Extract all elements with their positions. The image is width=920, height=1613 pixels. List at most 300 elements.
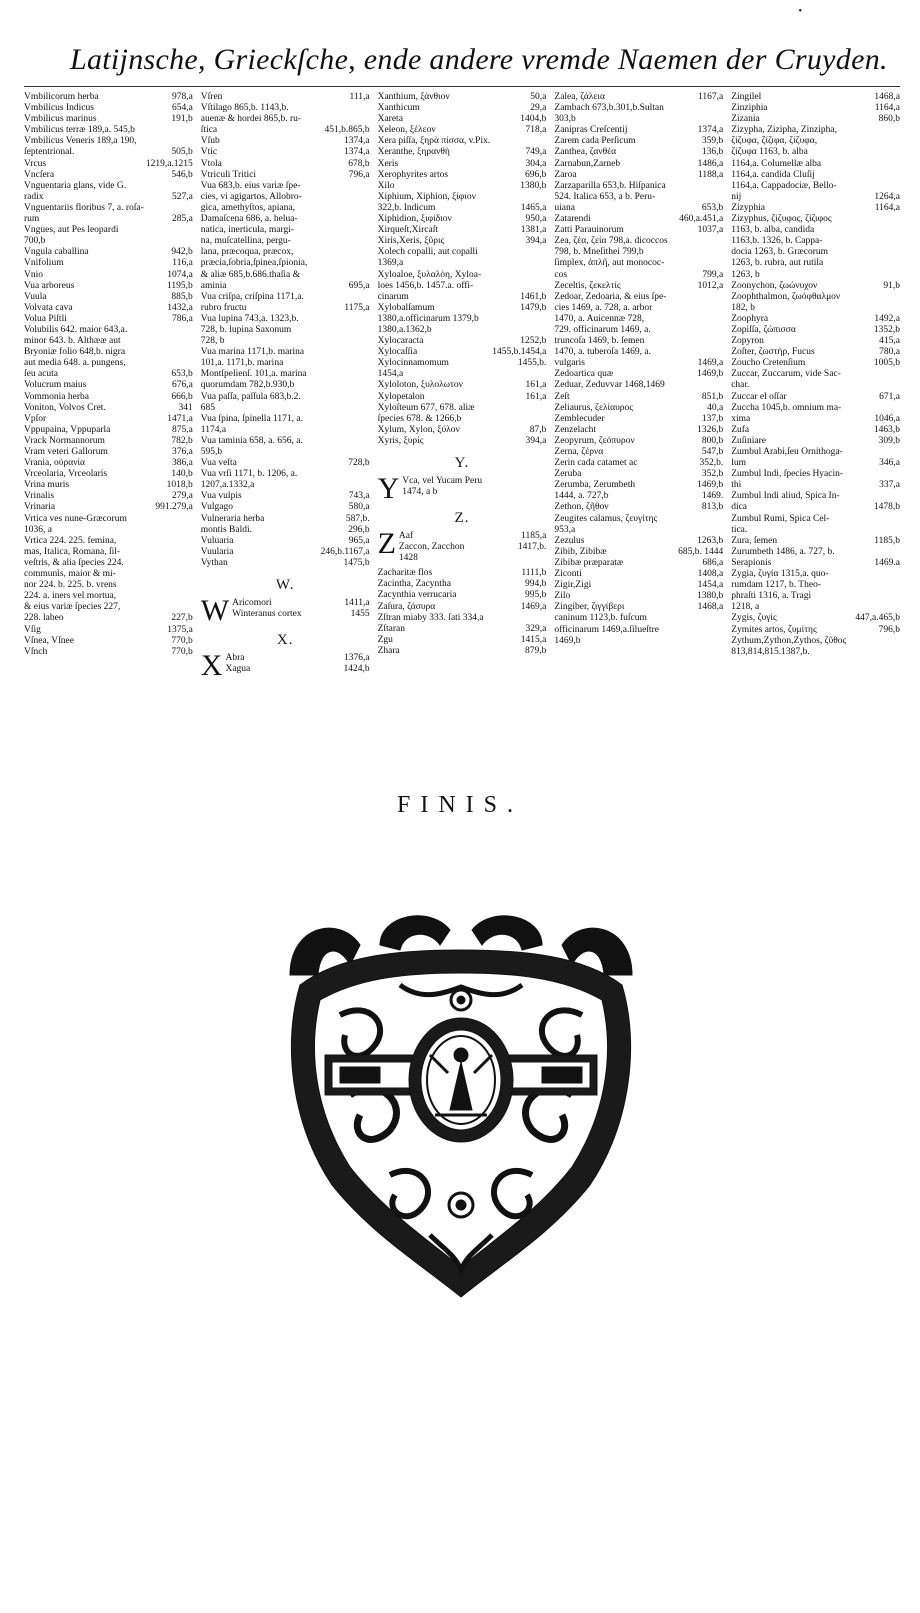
index-entry <box>731 358 900 369</box>
entry-reference: 1167,a <box>697 92 724 102</box>
index-entry <box>554 92 723 103</box>
entry-reference: 1185,a <box>521 531 547 541</box>
index-entry <box>731 214 900 225</box>
entry-term: Zingilel <box>731 92 762 102</box>
index-entry <box>731 325 900 336</box>
entry-reference: 279,a <box>171 491 193 502</box>
entry-term: Vua arboreus <box>24 280 75 291</box>
entry-reference: 994,b <box>525 579 547 590</box>
entry-term: Vtic <box>200 147 218 158</box>
entry-term: cinarum <box>377 291 409 302</box>
entry-term: gica, amethyſtos, apiana, <box>200 202 295 213</box>
index-entry <box>201 181 370 192</box>
index-entry <box>731 392 900 403</box>
entry-term: Vnio <box>24 269 43 280</box>
entry-term: Abra <box>225 653 245 664</box>
entry-term: Serapionis <box>731 557 772 568</box>
entry-reference: 796,a <box>348 169 370 180</box>
entry-term: Xera piſſa, ξηρὰ πίσσα, v.Pix. <box>377 136 491 147</box>
entry-reference: 394,a <box>525 236 547 247</box>
entry-reference: 1188,a <box>697 169 724 180</box>
index-entry <box>554 192 723 203</box>
entry-reference: 1463,b <box>873 424 900 435</box>
index-entry <box>731 181 900 192</box>
entry-term: Zymites artos, ζυμίτης <box>731 624 817 635</box>
entry-term: Vrack Normannorum <box>24 435 105 446</box>
entry-term: Vulneraria herba <box>200 513 265 524</box>
index-entry <box>24 425 193 436</box>
index-entry <box>201 380 370 391</box>
entry-term: Vngues, aut Pes leopardi <box>24 225 119 236</box>
index-entry <box>201 480 370 491</box>
index-entry <box>24 292 193 303</box>
index-entry <box>24 591 193 602</box>
index-entry <box>554 325 723 336</box>
entry-term: ſeptentrional. <box>24 147 75 158</box>
section-block <box>200 649 370 683</box>
index-entry <box>731 292 900 303</box>
entry-term: mas, Italica, Romana, ſil- <box>24 546 121 557</box>
index-entry <box>201 491 370 502</box>
entry-reference: 587,b. <box>345 513 370 524</box>
entry-term: Vua ſpina, ſpinella 1171, a. <box>200 413 304 424</box>
index-entry <box>731 414 900 425</box>
index-entry <box>24 247 193 258</box>
entry-term: phraſti 1316, a. Tragi <box>731 591 812 602</box>
section-block <box>200 594 370 628</box>
index-entry <box>554 469 723 480</box>
entry-term: lum <box>731 458 746 469</box>
index-entry <box>201 502 370 513</box>
entry-reference: 329,a <box>525 623 547 634</box>
index-entry <box>24 236 193 247</box>
index-entry <box>24 514 193 525</box>
entry-reference: 346,a <box>879 458 900 469</box>
entry-term: Zigir,Zigi <box>554 580 592 591</box>
entry-term: 1380,a.officinarum 1379,b <box>377 313 479 324</box>
entry-term: Zufa <box>731 424 750 435</box>
entry-term: cos <box>554 269 568 280</box>
entry-reference: 227,b <box>171 613 193 624</box>
index-entry <box>731 436 900 447</box>
index-entry <box>24 258 193 269</box>
entry-term: Montſpelienſ. 101,a. marina <box>200 369 307 380</box>
index-entry <box>201 136 370 147</box>
entry-term: Xiphidion, ξιφίδιον <box>377 214 452 225</box>
entry-term: Winteranus cortex <box>232 609 302 620</box>
index-entry <box>24 436 193 447</box>
entry-term: Zizyphus, ζίζυφος, ζίζιφος <box>731 214 832 225</box>
index-entry <box>378 590 547 601</box>
entry-term: Vſig <box>24 624 41 635</box>
index-entry <box>24 225 193 236</box>
entry-term: Vca, vel Yucam Peru <box>402 476 483 486</box>
index-entry <box>378 380 547 391</box>
index-entry <box>24 469 193 480</box>
entry-term: 1469,b <box>554 635 581 646</box>
index-entry <box>225 653 369 664</box>
index-entry <box>378 425 547 436</box>
entry-term: Vulgago <box>200 502 233 513</box>
entry-reference: 91,b <box>883 280 900 291</box>
index-entry <box>378 147 547 158</box>
entry-reference: 376,a <box>171 447 193 457</box>
index-entry <box>378 136 547 147</box>
entry-reference: 1046,a <box>874 413 900 424</box>
entry-term: Zibib, Zibibæ <box>554 546 607 557</box>
drop-capital: X <box>200 649 223 683</box>
entry-term: dica <box>731 502 748 513</box>
entry-term: minor 643. b. Althææ aut <box>24 336 121 347</box>
index-entry <box>201 192 370 203</box>
entry-term: 303,b <box>554 114 576 125</box>
entry-term: Vrina muris <box>24 480 70 491</box>
entry-term: & eius variæ ſpecies 227, <box>24 602 121 613</box>
entry-reference: 786,a <box>171 313 193 324</box>
entry-term: 1454,a <box>377 369 404 380</box>
index-entry <box>554 247 723 258</box>
entry-term: 101,a. 1171,b. marina <box>200 358 284 369</box>
index-entry <box>731 147 900 158</box>
entry-reference: 1465,a <box>520 202 547 213</box>
entry-term: Zaccon, Zacchon <box>398 542 465 553</box>
entry-reference: 695,a <box>348 280 370 291</box>
index-entry <box>378 292 547 303</box>
entry-reference: 780,a <box>879 347 900 358</box>
section-letter-heading: W. <box>275 577 295 594</box>
entry-term: Vram veteri Gallorum <box>24 447 108 457</box>
index-entry <box>201 225 370 236</box>
index-entry <box>554 258 723 269</box>
index-entry <box>731 170 900 181</box>
entry-reference: 40,a <box>707 402 724 413</box>
index-entry <box>731 525 900 536</box>
entry-term: Vmbilicus marinus <box>24 114 97 125</box>
entry-reference: 782,b <box>171 435 193 446</box>
entry-term: truncoſa 1469, b. ſemen <box>554 336 645 347</box>
index-entry <box>24 403 193 414</box>
entry-term: cies, vi agigartos, Allobro- <box>200 191 302 202</box>
entry-reference: 341 <box>178 402 193 413</box>
entry-reference: 1074,a <box>167 269 193 280</box>
entry-term: ſimplex, ἁπλῆ, aut monococ- <box>554 258 665 269</box>
index-entry <box>24 114 193 125</box>
index-entry <box>731 636 900 647</box>
index-entry <box>24 314 193 325</box>
index-entry <box>731 347 900 358</box>
entry-term: Zanthea, ζανθέα <box>554 147 617 158</box>
index-entry <box>378 568 547 579</box>
index-entry <box>554 181 723 192</box>
entry-term: Zygia, ζυγία 1315,a. quo- <box>731 569 829 580</box>
index-entry <box>24 458 193 469</box>
index-entry <box>24 447 193 458</box>
entry-term: 1428 <box>398 553 418 564</box>
entry-term: Zuccar, Zuccarum, vide Sac- <box>731 369 841 380</box>
entry-term: 1444, a. 727,b <box>554 491 609 502</box>
entry-term: & aliæ 685,b.686.thaſia & <box>200 269 301 280</box>
entry-term: loes 1456,b. 1457.a. offi- <box>377 280 474 291</box>
entry-term: 228. labeo <box>24 613 64 624</box>
entry-term: Vſnch <box>24 646 48 657</box>
entry-term: tica. <box>731 524 748 535</box>
entry-reference: 653,b <box>171 369 193 380</box>
index-entry <box>24 92 193 103</box>
entry-term: Xeris <box>377 158 399 169</box>
entry-reference: 1454,a <box>697 580 724 591</box>
entry-term: ſtica <box>200 125 218 136</box>
index-entry <box>731 247 900 258</box>
index-entry <box>378 314 547 325</box>
index-entry <box>402 487 546 498</box>
entry-reference: 394,a <box>525 435 547 446</box>
entry-term: uiana <box>554 202 575 213</box>
entry-term: Voniton, Volvos Cret. <box>24 402 106 413</box>
index-entry <box>554 114 723 125</box>
index-entry <box>731 425 900 436</box>
index-entry <box>554 347 723 358</box>
entry-term: Vua 683,b. eius variæ ſpe- <box>200 180 301 191</box>
section-items <box>399 531 546 564</box>
index-entry <box>201 547 370 558</box>
entry-term: Vncſera <box>24 169 55 180</box>
index-entry <box>201 514 370 525</box>
entry-term: Vſtilago 865,b. 1143,b. <box>200 103 289 114</box>
index-entry <box>201 214 370 225</box>
entry-reference: 1461,b <box>520 291 547 302</box>
entry-term: Vua vrſi 1171, b. 1206, a. <box>200 469 298 480</box>
index-entry <box>378 646 547 657</box>
index-column <box>201 92 370 782</box>
section-block <box>377 472 547 505</box>
entry-term: Zatti Parauinorum <box>554 225 624 236</box>
index-entry <box>24 536 193 547</box>
page-edge-mark: • <box>798 6 802 17</box>
index-entry <box>378 247 547 258</box>
entry-term: Damaſcena 686, a. helua- <box>200 214 298 225</box>
entry-reference: 309,b <box>878 435 900 446</box>
entry-term: Vnguentariis floribus 7, a. roſa- <box>24 202 144 213</box>
entry-reference: 879,b <box>525 645 547 656</box>
index-entry <box>554 536 723 547</box>
entry-reference: 1404,b <box>520 114 547 125</box>
entry-term: 1207,a.1332,a <box>200 480 255 491</box>
entry-reference: 875,a <box>171 424 193 435</box>
entry-reference: 743,a <box>348 491 370 502</box>
entry-reference: 685,b. 1444 <box>678 546 724 557</box>
entry-term: 1470, a. Auicennæ 728, <box>554 313 645 324</box>
index-entry <box>201 125 370 136</box>
index-entry <box>24 647 193 658</box>
entry-term: 813,814,815.1387,b. <box>731 646 810 657</box>
entry-reference: 995,b <box>525 590 547 601</box>
entry-reference: 796,b <box>878 624 900 635</box>
index-entry <box>378 103 547 114</box>
entry-term: auenæ & hordei 865,b. ru- <box>200 114 302 125</box>
entry-term: rumdam 1217, b. Theo- <box>731 580 821 591</box>
index-entry <box>731 270 900 281</box>
entry-term: Xyloloton, ξυλολωτον <box>377 380 463 391</box>
entry-term: Xilo <box>377 180 395 191</box>
entry-term: caninum 1123,b. fuſcum <box>554 613 647 624</box>
index-entry <box>554 591 723 602</box>
entry-reference: 1417,b. <box>517 542 547 553</box>
index-entry <box>731 125 900 136</box>
entry-term: Xiris,Xeris, ξῦρις <box>377 236 445 247</box>
entry-term: Vmbilicus Veneris 189,a 190, <box>24 136 137 147</box>
entry-term: thi <box>731 480 742 491</box>
entry-term: 953,a <box>554 524 576 535</box>
index-entry <box>24 358 193 369</box>
entry-term: Zethon, ζῆθον <box>554 502 609 513</box>
entry-term: 1164,a. candida Cluſij <box>731 169 815 180</box>
entry-term: 1474, a b <box>402 487 438 498</box>
index-entry <box>731 136 900 147</box>
entry-term: ζίζυφα, ζίζιφα, ζίζυφα, <box>731 136 818 147</box>
index-entry <box>554 602 723 613</box>
entry-term: Aaf <box>398 531 414 541</box>
index-entry <box>378 270 547 281</box>
index-entry <box>378 624 547 635</box>
index-entry <box>378 392 547 403</box>
entry-term: Vua taminia 658, a. 656, a. <box>200 435 303 446</box>
index-entry <box>24 336 193 347</box>
entry-reference: 1375,a <box>167 624 193 635</box>
entry-term: Zarzaparilla 653,b. Hiſpanica <box>554 180 666 191</box>
index-entry <box>201 458 370 469</box>
entry-term: Zinziphia <box>731 103 768 114</box>
index-entry <box>731 281 900 292</box>
entry-reference: 666,b <box>171 391 193 402</box>
index-entry <box>24 369 193 380</box>
index-entry <box>24 136 193 147</box>
index-entry <box>554 147 723 158</box>
entry-term: Zeopyrum, ζεόπυρον <box>554 435 635 446</box>
entry-reference: 246,b.1167,a <box>320 546 370 557</box>
entry-term: Vtola <box>200 158 222 169</box>
entry-term: Zalea, ζάλεια <box>554 92 605 102</box>
entry-term: Vua veſta <box>200 458 237 469</box>
index-entry <box>24 170 193 181</box>
entry-reference: 1469,b <box>697 369 724 380</box>
entry-term: Xylocaſſia <box>377 347 418 358</box>
entry-reference: 546,b <box>171 169 193 180</box>
index-entry <box>24 380 193 391</box>
entry-reference: 359,b <box>701 136 724 147</box>
entry-term: Zingiber, ζιγγίβερι <box>554 602 625 613</box>
entry-term: Vrtica ves nune-Græcorum <box>24 513 127 524</box>
index-entry <box>378 214 547 225</box>
entry-term: officinarum 1469,a.ſilueſtre <box>554 624 659 635</box>
entry-reference: 1376,a <box>344 653 370 664</box>
index-entry <box>24 625 193 636</box>
entry-term: Volua Piſtli <box>24 313 67 324</box>
entry-term: Zacintha, Zacyntha <box>377 579 451 590</box>
entry-reference: 1018,b <box>166 480 193 491</box>
entry-term: Zizania <box>731 114 760 125</box>
index-entry <box>731 447 900 458</box>
entry-term: Zoucho Cretenſium <box>731 358 806 369</box>
section-items <box>225 653 369 675</box>
entry-term: ζίζυφα 1163, b. alba <box>731 147 808 158</box>
index-entry <box>731 536 900 547</box>
entry-term: Vrinalis <box>24 491 55 502</box>
entry-term: 1263, b. rubra, aut rutila <box>731 258 824 269</box>
index-entry <box>201 236 370 247</box>
index-entry <box>201 303 370 314</box>
entry-term: Xareta <box>377 114 403 125</box>
entry-reference: 1492,a <box>874 313 900 324</box>
entry-term: Zedoartica quæ <box>554 369 614 380</box>
entry-reference: 654,a <box>171 103 193 114</box>
index-entry <box>731 514 900 525</box>
section-items <box>402 476 546 498</box>
index-entry <box>399 531 546 542</box>
entry-term: Vrcus <box>24 158 47 169</box>
entry-reference: 770,b <box>171 646 193 657</box>
entry-term: montis Baldi. <box>200 524 252 535</box>
index-entry <box>378 114 547 125</box>
index-entry <box>554 103 723 114</box>
index-entry <box>731 502 900 513</box>
index-entry <box>24 602 193 613</box>
entry-term: Zilo <box>554 591 571 602</box>
entry-reference: 547,b <box>701 447 724 457</box>
entry-term: Xylopetalon <box>377 391 425 402</box>
index-entry <box>554 480 723 491</box>
entry-term: Vtriculi Tritici <box>200 169 256 180</box>
entry-term: Zacynthia verrucaria <box>377 590 457 601</box>
entry-term: xima <box>731 413 751 424</box>
entry-reference: 965,a <box>348 535 370 546</box>
entry-reference: 1263,b <box>697 535 724 546</box>
entry-term: Vua lupina 743,a. 1323,b. <box>200 313 299 324</box>
entry-reference: 1380,b <box>697 591 724 602</box>
index-entry <box>554 358 723 369</box>
entry-term: Xiphium, Xiphion, ξίφιον <box>377 191 476 202</box>
index-entry <box>731 303 900 314</box>
index-entry <box>731 580 900 591</box>
entry-term: Xylocaracta <box>377 336 424 347</box>
index-entry <box>378 258 547 269</box>
entry-term: Xerophyrites artos <box>377 169 449 180</box>
index-entry <box>378 358 547 369</box>
index-entry <box>378 369 547 380</box>
index-entry <box>399 542 546 553</box>
entry-term: præcia,ſobria,ſpinea,ſpionia, <box>200 258 308 269</box>
entry-term: Zeſt <box>554 391 570 402</box>
entry-reference: 352,b <box>701 469 724 480</box>
title-rule <box>24 86 900 87</box>
index-entry <box>554 292 723 303</box>
entry-term: Zarem cada Perſicum <box>554 136 636 147</box>
index-entry <box>731 625 900 636</box>
index-entry <box>731 314 900 325</box>
entry-term: Zumbul Arabi,ſeu Ornithoga- <box>731 447 843 457</box>
entry-term: Zſtran miaby 333. ſati 334,a <box>377 612 484 623</box>
entry-term: Zoonychon, ζωώνυχον <box>731 280 818 291</box>
index-entry <box>378 281 547 292</box>
index-entry <box>201 159 370 170</box>
printer-ornament-icon <box>280 905 642 1300</box>
entry-term: Xyloaloe, ξυλαλόη, Xyloa- <box>377 269 482 280</box>
entry-reference: 1432,a <box>167 302 193 313</box>
entry-term: Zuccha 1045,b. omnium ma- <box>731 402 842 413</box>
index-entry <box>24 392 193 403</box>
index-entry <box>554 425 723 436</box>
entry-reference: 1475,b <box>343 557 370 568</box>
entry-reference: 386,a <box>171 458 193 469</box>
